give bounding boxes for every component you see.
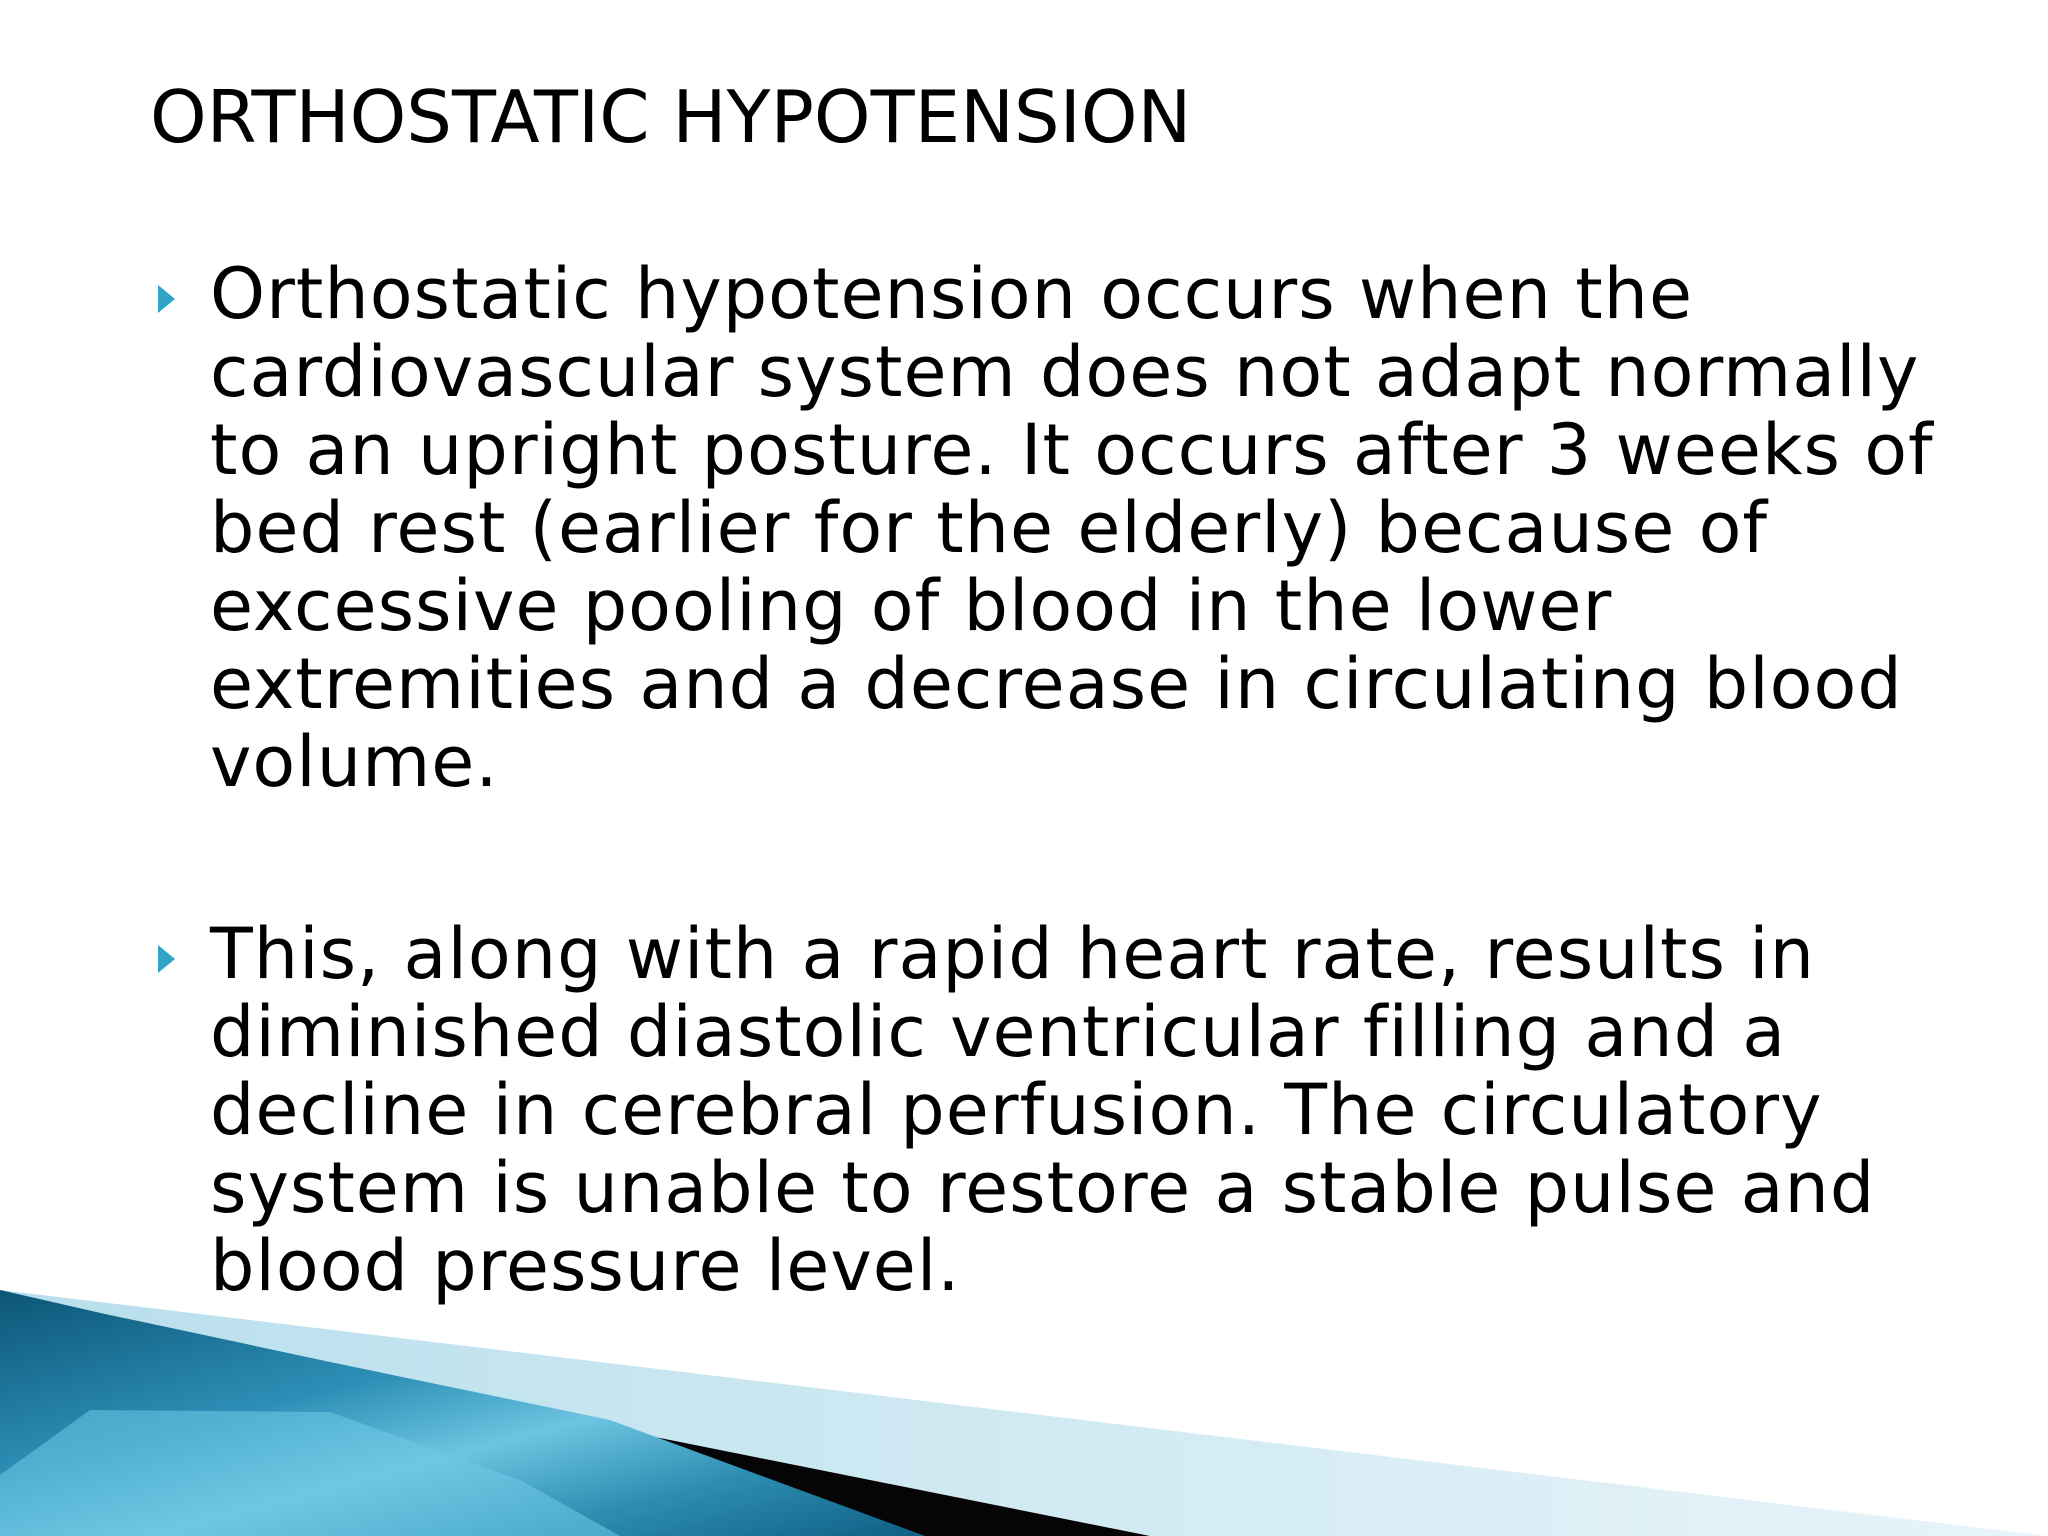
slide-title: ORTHOSTATIC HYPOTENSION [150, 75, 1192, 159]
triangle-bullet-icon [158, 945, 175, 973]
bullet-text-2: This, along with a rapid heart rate, results in diminished diastolic ventricular filling and a decline in cerebral perfusion. The circulatory system is unable to restore a stable pulse and blood pressure level. [210, 913, 1876, 1307]
bullet-text-1: Orthostatic hypotension occurs when the cardiovascular system does not adapt normally to an upright posture. It occurs after 3 weeks of bed rest (earlier for the elderly) because of excessive pooling of blood in the lower extremities and a decrease in circulating blood volume. [210, 253, 1934, 803]
bullet-item-2 [150, 915, 1950, 1305]
bullet-item-1 [150, 255, 1950, 801]
decorative-wave-footer [0, 1290, 2048, 1536]
bullet-list [150, 255, 1950, 1305]
triangle-bullet-icon [158, 285, 175, 313]
